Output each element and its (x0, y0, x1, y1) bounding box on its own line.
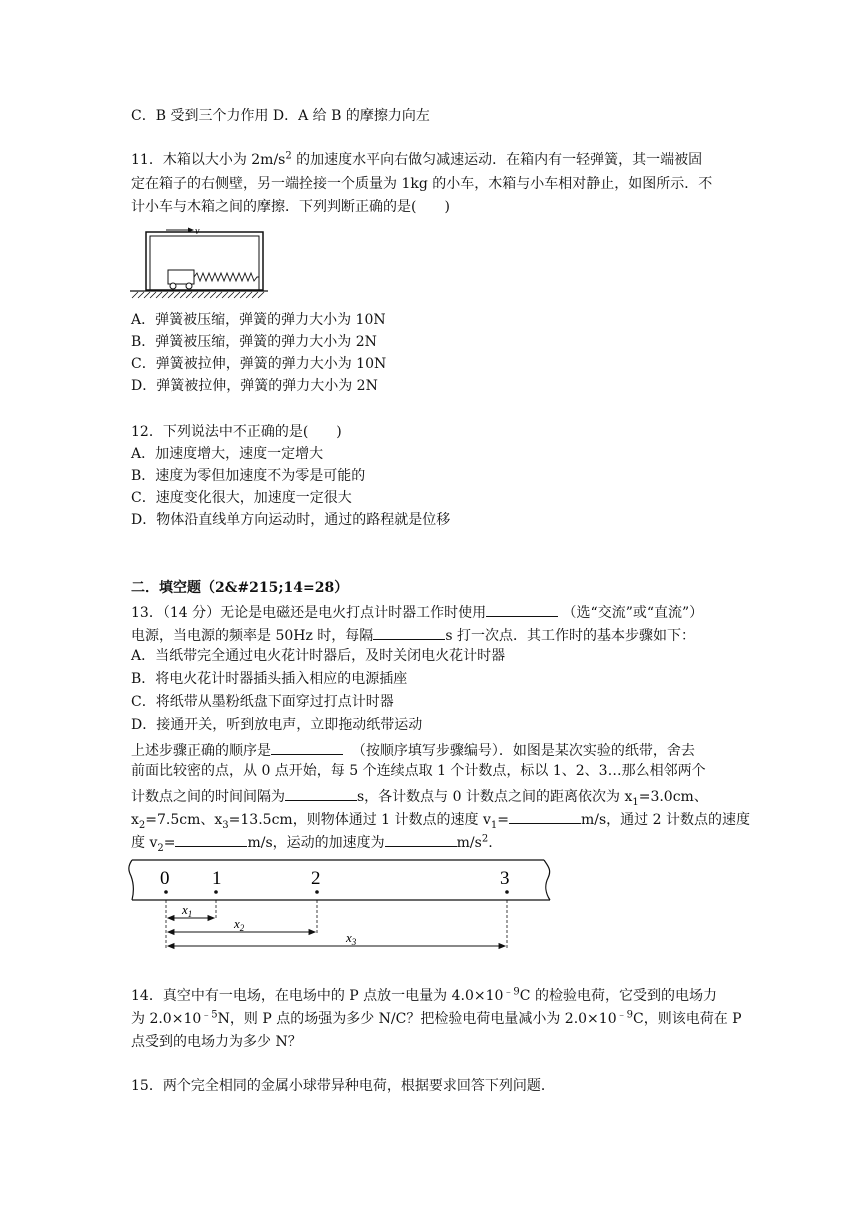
q14-line-2: 为 $2.0\times 10^{﹣5}N$，则 P 点的场强为多少 N/C？把检验电荷电量减小为 $2.0\times 10^{﹣9}C$，则该电荷在 P (131, 1009, 742, 1027)
answer-blank-time-interval (285, 784, 357, 801)
answer-blank-order (271, 738, 343, 755)
tape-point-label-0: 0 (160, 868, 170, 889)
q11-option-b: B．弹簧被压缩，弹簧的弹力大小为 2N (131, 334, 377, 350)
q13-step-b: B．将电火花计时器插头插入相应的电源插座 (131, 671, 408, 687)
answer-blank-v1 (509, 807, 581, 824)
q13-line-9: 计数点之间的时间间隔为 s，各计数点与 0 计数点之间的距离依次为 $x_1=3.0cm$、 (131, 784, 708, 807)
q11-stem-line-1: 11．木箱以大小为 $2m/s^2$ 的加速度水平向右做匀减速运动．在箱内有一轻弹簧，其一端被固 (131, 150, 703, 168)
q13-line-8: 前面比较密的点，从 0 点开始，每 5 个连续点取 1 个计数点，标以 1、2、3…那么相邻两个 (131, 763, 706, 779)
tape-dot-2 (315, 890, 319, 894)
q13-step-a: A．当纸带完全通过电火花计时器后，及时关闭电火花计时器 (131, 648, 506, 664)
q12-option-c: C．速度变化很大，加速度一定很大 (131, 490, 352, 506)
q12-option-a: A．加速度增大，速度一定增大 (131, 446, 324, 462)
tape-dot-1 (214, 890, 218, 894)
velocity-label: v (195, 226, 200, 237)
answer-blank-acceleration (385, 830, 457, 847)
q12-option-d: D．物体沿直线单方向运动时，通过的路程就是位移 (131, 512, 451, 528)
tape-point-label-3: 3 (500, 868, 510, 889)
x1-label: $x_1$ (182, 902, 193, 919)
q13-line-2: 电源，当电源的频率是 50Hz 时，每隔 s 打一次点．其工作时的基本步骤如下： (131, 623, 695, 646)
section-2-title: 二．填空题（2&#215;14=28） (131, 580, 349, 596)
q11-stem-line-2: 定在箱子的右侧壁，另一端拴接一个质量为 1kg 的小车，木箱与小车相对静止，如图所示．不 (131, 176, 713, 192)
answer-blank-v2 (175, 830, 247, 847)
q11-option-a: A．弹簧被压缩，弹簧的弹力大小为 10N (131, 312, 386, 328)
q11-stem-line-3: 计小车与木箱之间的摩擦．下列判断正确的是( ) (131, 199, 450, 215)
tape-point-label-1: 1 (212, 868, 222, 889)
x3-label: $x_3$ (346, 930, 357, 947)
tape-dot-3 (505, 890, 509, 894)
q11-option-c: C．弹簧被拉伸，弹簧的弹力大小为 10N (131, 356, 387, 372)
q13-step-c: C．将纸带从墨粉纸盘下面穿过打点计时器 (131, 694, 394, 710)
q13-step-d: D．接通开关，听到放电声，立即拖动纸带运动 (131, 717, 423, 733)
paper-tape-figure (128, 856, 558, 952)
tape-dot-0 (164, 890, 168, 894)
q11-option-d: D．弹簧被拉伸，弹簧的弹力大小为 2N (131, 378, 378, 394)
previous-question-options: C．B 受到三个力作用 D．A 给 B 的摩擦力向左 (131, 108, 430, 124)
q14-line-3: 点受到的电场力为多少 N？ (131, 1034, 302, 1050)
q12-option-b: B．速度为零但加速度不为零是可能的 (131, 468, 366, 484)
x2-label: $x_2$ (234, 916, 245, 933)
tape-point-label-2: 2 (311, 868, 321, 889)
q14-line-1: 14．真空中有一电场，在电场中的 P 点放一电量为 $4.0\times 10^{﹣9}C$ 的检验电荷，它受到的电场力 (131, 986, 717, 1004)
q15-stem: 15．两个完全相同的金属小球带异种电荷，根据要求回答下列问题． (131, 1078, 555, 1094)
q13-line-10: $x_2=7.5cm$、$x_3=13.5cm$，则物体通过 1 计数点的速度 $v_1= m/s$，通过 2 计数点的速度 (131, 807, 750, 830)
box-spring-cart-figure (128, 222, 270, 300)
q13-line-11: 度 $v_2= m/s$，运动的加速度为 $m/s^2$. (131, 830, 493, 853)
answer-blank-current-type (486, 600, 558, 617)
q13-line-1: 13．（14 分）无论是电磁还是电火打点计时器工作时使用 （选“交流”或“直流”） (131, 600, 703, 623)
q13-line-7: 上述步骤正确的顺序是 （按顺序填写步骤编号）．如图是某次实验的纸带，舍去 (131, 738, 695, 761)
q12-stem: 12．下列说法中不正确的是( ) (131, 424, 342, 440)
answer-blank-interval (373, 623, 445, 640)
